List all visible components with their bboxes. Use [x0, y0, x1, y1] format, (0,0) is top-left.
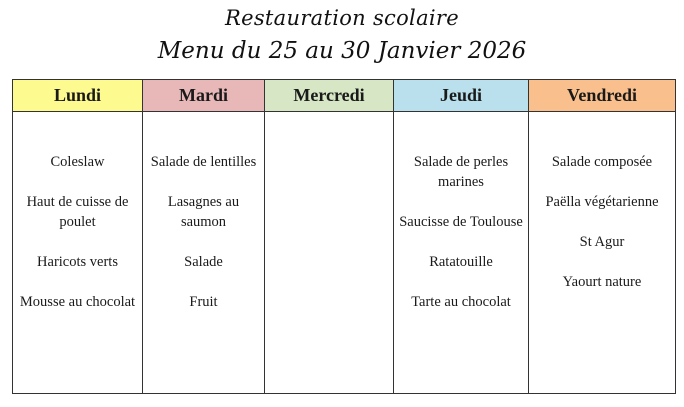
menu-title: Restauration scolaire: [225, 6, 459, 30]
day-cell-mardi: [143, 112, 265, 394]
dish-item: Mousse au chocolat: [19, 294, 136, 310]
day-cell-vendredi: [529, 112, 676, 394]
dish-item: Yaourt nature: [562, 274, 642, 290]
dish-item: Lasagnes au saumon: [167, 194, 240, 230]
day-header-vendredi: Vendredi: [529, 80, 676, 112]
day-header-jeudi: Jeudi: [394, 80, 529, 112]
day-header-mercredi: Mercredi: [265, 80, 394, 112]
day-cell-jeudi: [394, 112, 529, 394]
dish-item: Saucisse de Toulouse: [399, 214, 523, 230]
day-header-lundi: Lundi: [13, 80, 143, 112]
day-header-mardi: Mardi: [143, 80, 265, 112]
day-cell-mercredi: [265, 112, 394, 394]
day-cell-lundi: [13, 112, 143, 394]
dish-item: Tarte au chocolat: [411, 294, 511, 310]
dishes-row: [13, 112, 676, 394]
dish-item: Salade composée: [551, 154, 653, 170]
day-header-row: [13, 80, 676, 112]
dish-item: Paëlla végétarienne: [545, 194, 659, 210]
dish-item: Salade: [184, 254, 223, 270]
menu-date-range: Menu du 25 au 30 Janvier 2026: [157, 38, 527, 64]
dish-item: Coleslaw: [50, 154, 105, 170]
dish-item: Salade de lentilles: [150, 154, 257, 170]
dish-item: Fruit: [189, 294, 218, 310]
dish-item: Haut de cuisse de poulet: [26, 194, 129, 230]
weekly-menu-table: [12, 79, 676, 394]
dish-item: Ratatouille: [429, 254, 493, 270]
dish-item: Haricots verts: [37, 254, 118, 270]
dish-item: St Agur: [579, 234, 625, 250]
dish-item: Salade de perles marines: [413, 154, 509, 190]
